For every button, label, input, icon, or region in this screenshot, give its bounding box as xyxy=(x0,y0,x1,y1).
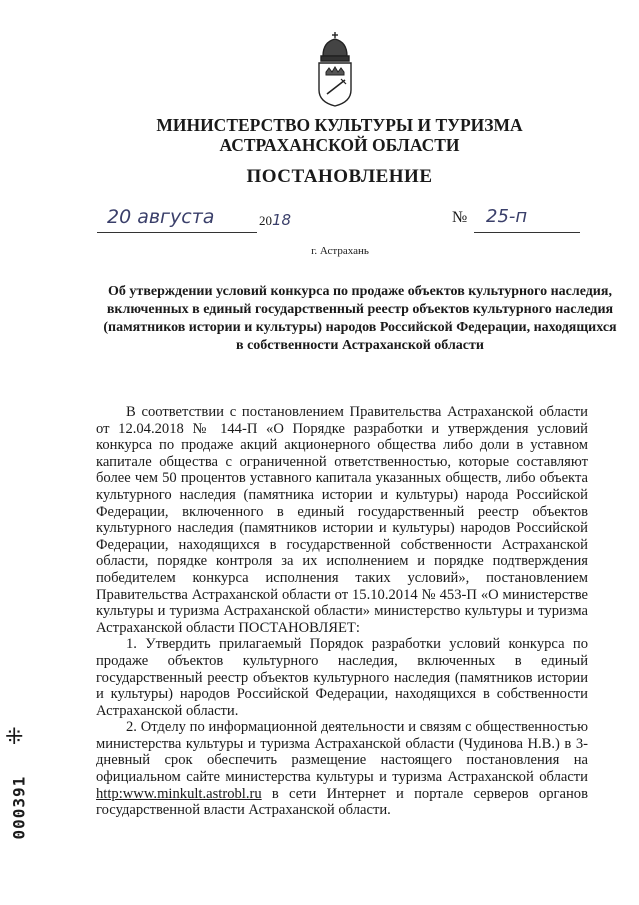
document-body xyxy=(96,404,588,819)
handwritten-number: 25-п xyxy=(486,206,528,227)
stamp-mark-icon: ⁜ xyxy=(5,725,24,750)
ministry-name-line2: АСТРАХАНСКОЙ ОБЛАСТИ xyxy=(219,135,460,155)
year-field xyxy=(259,211,291,229)
item-2-text-start: 2. Отделу по информационной деятельности и связям с общественностью министерства культуры и туризма Астраханской области (Чудинова Н.В.) в 3- дневный срок обеспечить размещение настоящего постановления на официальном сайте министерства культуры и туризма Астраханской области xyxy=(96,719,588,786)
coat-of-arms-emblem xyxy=(307,30,363,108)
year-prefix: 20 xyxy=(259,213,272,228)
registration-number: 000391 xyxy=(9,775,29,840)
document-type-title: ПОСТАНОВЛЕНИЕ xyxy=(246,166,433,187)
ministry-website-link[interactable]: http:www.minkult.astrobl.ru xyxy=(96,785,262,802)
number-label: № xyxy=(452,209,468,226)
body-paragraph-item-2 xyxy=(96,719,588,819)
body-paragraph-item-1: 1. Утвердить прилагаемый Порядок разработки условий конкурса по продаже объектов культурного наследия, включенных в единый государственный реестр объектов культурного наследия (памятников истории и культуры) народов Российской Федерации, находящихся в собственности Астраханской области. xyxy=(96,636,588,719)
document-number-field xyxy=(474,206,580,233)
date-field xyxy=(97,206,257,233)
city-label: г. Астрахань xyxy=(311,245,369,257)
ministry-name-line1: МИНИСТЕРСТВО КУЛЬТУРЫ И ТУРИЗМА xyxy=(156,115,523,135)
item-2-text-end: в сети Интернет и портале серверов органов государственной власти Астраханской области. xyxy=(96,785,588,819)
handwritten-year-suffix: 18 xyxy=(272,211,292,229)
handwritten-date: 20 августа xyxy=(107,206,215,228)
body-paragraph-preamble: В соответствии с постановлением Правительства Астраханской области от 12.04.2018 № 144-П «О Порядке разработки и утверждения условий конкурса по продаже акций акционерного общества либо доли в уставном капитале общества с ограниченной ответственностью, которые составляют более чем 50 процентов уставного капитала указанных обществ, либо объекта культурного наследия (памятника истории и культуры) народа Российской Федерации, включенного в единый государственный реестр объектов культурного наследия (памятников истории и культуры) народов Российской Федерации, находящихся в государственной собственности Астраханской области, порядке контроля за их исполнением и порядке подтверждения победителем конкурса исполнения таких условий», постановлением Правительства Астраханской области от 15.10.2014 № 453-П «О министерстве культуры и туризма Астраханской области» министерство культуры и туризма Астраханской области ПОСТАНОВЛЯЕТ: xyxy=(96,404,588,636)
document-subject: Об утверждении условий конкурса по продаже объектов культурного наследия, включенных в единый государственный реестр объектов культурного наследия (памятников истории и культуры) народов Российской Федерации, находящихся в собственности Астраханской области xyxy=(103,284,617,353)
registration-stamp xyxy=(5,725,37,840)
